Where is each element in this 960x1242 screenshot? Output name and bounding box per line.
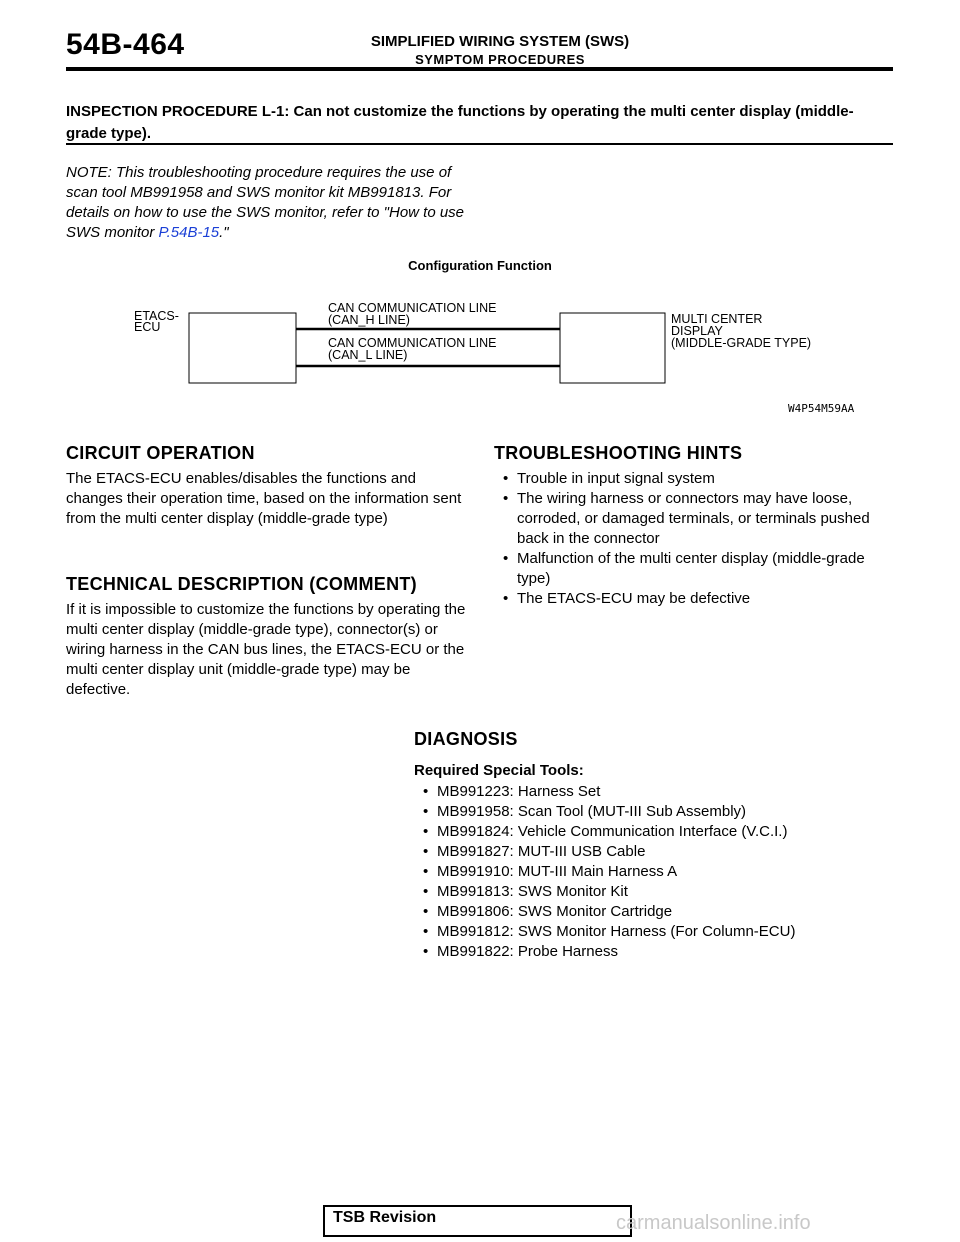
note-text: NOTE: This troubleshooting procedure requires the use of scan tool MB991958 and SWS monitor kit MB991813. For details on how to use the SWS monitor, refer to "How to use SWS monitor [66,164,465,241]
diagram-code [788,402,855,415]
etacs-ecu-label-line: ECU [134,320,161,334]
page-number: 54B-464 [66,28,185,61]
can-l-label-line: (CAN_L LINE) [328,348,408,362]
list-item: • MB991822: Probe Harness [414,942,904,962]
section-subtitle: SYMPTOM PROCEDURES [415,52,585,67]
multi-center-display-label [671,312,811,350]
list-item: • The wiring harness or connectors may have loose, corroded, or damaged terminals, or terminals pushed back in the connector [494,489,894,549]
watermark: carmanualsonline.info [616,1212,811,1234]
list-item: • MB991824: Vehicle Communication Interface (V.C.I.) [414,822,904,842]
tsb-revision-label: TSB Revision [333,1209,437,1226]
can-h-label-line: CAN COMMUNICATION LINE [328,301,497,315]
list-item: • The ETACS-ECU may be defective [494,589,894,609]
multi-center-display-label-line: (MIDDLE-GRADE TYPE) [671,336,812,350]
note [66,163,476,243]
etacs-ecu-box [189,313,296,383]
can-h-label-line: (CAN_H LINE) [328,313,410,327]
technical-description-text: If it is impossible to customize the functions by operating the multi center display (middle-grade type), connector(s) or wiring harness in the CAN bus lines, the ETACS-ECU or the multi center display unit (middle-grade type) may be defective. [66,601,466,698]
can-l-label-line: CAN COMMUNICATION LINE [328,336,497,350]
can-h-label [328,301,497,327]
multi-center-display-label-line: DISPLAY [671,324,723,338]
etacs-ecu-label [134,309,179,334]
troubleshooting-hints-heading: TROUBLESHOOTING HINTS [494,443,743,463]
list-item: • MB991223: Harness Set [414,782,904,802]
tools-list [414,782,904,962]
diagram-title: Configuration Function [408,258,552,273]
multi-center-display-label-line: MULTI CENTER [671,312,763,326]
header-rule [66,67,893,71]
list-item: • Malfunction of the multi center display (middle-grade type) [494,549,894,589]
list-item: • MB991958: Scan Tool (MUT-III Sub Assembly) [414,802,904,822]
section-title: SIMPLIFIED WIRING SYSTEM (SWS) [370,33,630,50]
page-link[interactable]: P.54B-15 [158,224,220,241]
configuration-diagram [120,285,880,420]
procedure-title: INSPECTION PROCEDURE L-1: Can not customize the functions by operating the multi center display (middle-grade type). [66,103,854,142]
circuit-operation-text: The ETACS-ECU enables/disables the functions and changes their operation time, based on the information sent from the multi center display (middle-grade type) [66,470,462,527]
technical-description-heading: TECHNICAL DESCRIPTION (COMMENT) [66,574,417,594]
list-item: • MB991827: MUT-III USB Cable [414,842,904,862]
circuit-operation-heading: CIRCUIT OPERATION [66,443,255,463]
list-item: • Trouble in input signal system [494,469,894,489]
multi-center-display-box [560,313,665,383]
procedure-rule [66,143,893,145]
etacs-ecu-label-line: ETACS- [134,309,179,323]
list-item: • MB991806: SWS Monitor Cartridge [414,902,904,922]
list-item: • MB991910: MUT-III Main Harness A [414,862,904,882]
diagnosis-heading: DIAGNOSIS [414,729,518,749]
can-l-label [328,336,497,362]
list-item: • MB991812: SWS Monitor Harness (For Column-ECU) [414,922,904,942]
hints-list [494,469,894,609]
note-end: ." [219,224,229,241]
required-tools-label: Required Special Tools: [414,762,584,779]
list-item: • MB991813: SWS Monitor Kit [414,882,904,902]
diagram-code-line: W4P54M59AA [788,402,855,415]
